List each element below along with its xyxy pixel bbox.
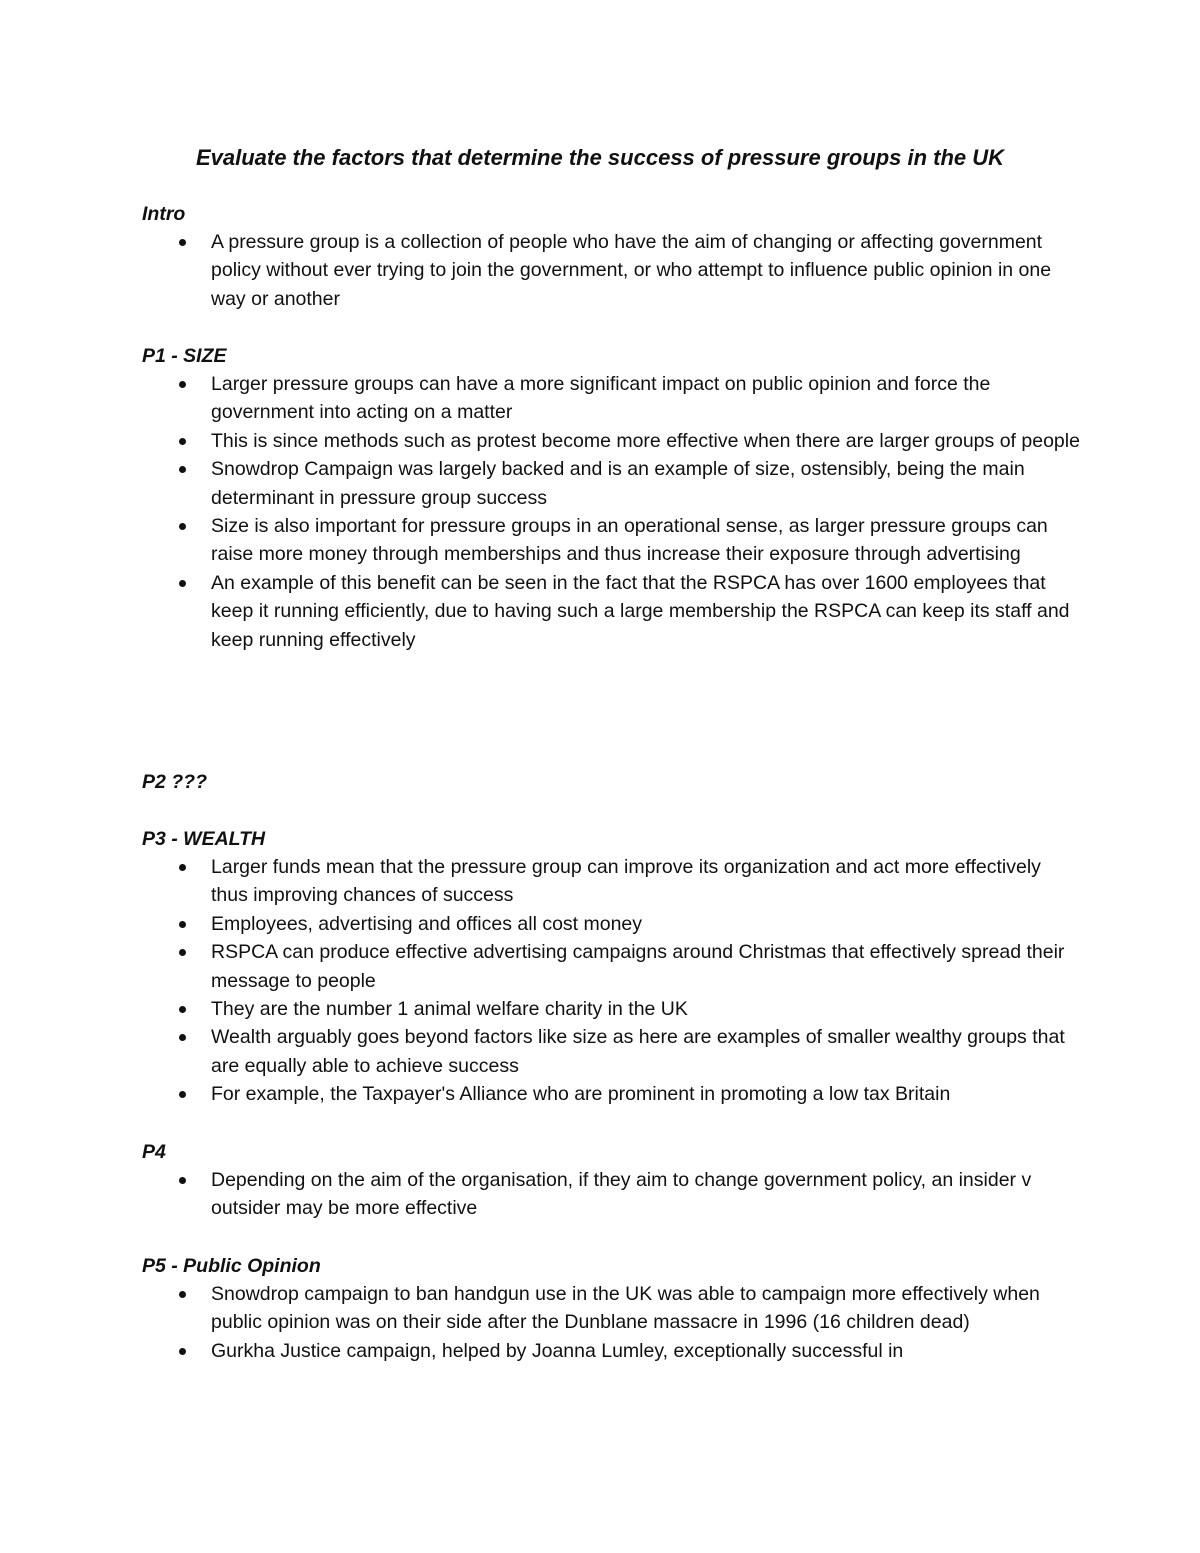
bullet-item <box>142 370 1082 427</box>
bullet-item <box>142 1280 1082 1337</box>
bullet-item <box>142 569 1082 654</box>
bullet-item <box>142 1166 1082 1223</box>
bullet-text: This is since methods such as protest become more effective when there are larger groups of people <box>211 429 1080 452</box>
bullet-icon <box>179 1091 186 1098</box>
bullet-text: Size is also important for pressure groups in an operational sense, as larger pressure groups can raise more money through memberships and thus increase their exposure through advertising <box>211 515 1048 566</box>
section-p3-wealth <box>142 825 1082 1109</box>
bullet-item <box>142 995 1082 1023</box>
section-p1-size <box>142 342 1082 654</box>
bullet-item <box>142 1023 1082 1080</box>
bullet-text: Depending on the aim of the organisation, if they aim to change government policy, an insider v outsider may be more effective <box>211 1169 1032 1220</box>
bullet-item <box>142 1080 1082 1108</box>
bullet-text: Larger pressure groups can have a more significant impact on public opinion and force the government into acting on a matter <box>211 373 991 424</box>
bullet-item <box>142 910 1082 938</box>
bullet-text: Snowdrop Campaign was largely backed and is an example of size, ostensibly, being the main determinant in pressure group success <box>211 458 1025 509</box>
section-p2 <box>142 768 1082 796</box>
bullet-list <box>142 1280 1082 1365</box>
bullet-text: A pressure group is a collection of people who have the aim of changing or affecting government policy without ever trying to join the government, or who attempt to influence public opinion in one way or another <box>211 231 1052 310</box>
bullet-icon <box>179 1177 186 1184</box>
bullet-item <box>142 512 1082 569</box>
bullet-text: An example of this benefit can be seen in the fact that the RSPCA has over 1600 employees that keep it running efficiently, due to having such a large membership the RSPCA can keep its staff and keep running effectively <box>211 571 1070 651</box>
bullet-icon <box>179 523 186 530</box>
document-title: Evaluate the factors that determine the success of pressure groups in the UK <box>195 145 1005 170</box>
bullet-list <box>142 370 1082 654</box>
bullet-icon <box>179 466 186 473</box>
bullet-list <box>142 228 1082 313</box>
bullet-icon <box>179 1034 186 1041</box>
bullet-item <box>142 1337 1082 1365</box>
section-p4 <box>142 1138 1082 1223</box>
bullet-icon <box>179 1006 186 1013</box>
bullet-text: RSPCA can produce effective advertising campaigns around Christmas that effectively spread their message to people <box>211 941 1065 992</box>
bullet-list <box>142 1166 1082 1223</box>
section-heading: P2 ??? <box>142 771 208 793</box>
bullet-item <box>142 427 1082 455</box>
bullet-icon <box>179 381 186 388</box>
section-heading: P1 - SIZE <box>142 345 227 367</box>
bullet-text: Gurkha Justice campaign, helped by Joanna Lumley, exceptionally successful in <box>211 1339 904 1362</box>
section-heading: P4 <box>142 1141 166 1163</box>
bullet-text: Larger funds mean that the pressure group can improve its organization and act more effectively thus improving chances of success <box>211 856 1041 907</box>
section-heading: Intro <box>142 203 186 225</box>
bullet-text: Snowdrop campaign to ban handgun use in the UK was able to campaign more effectively when public opinion was on their side after the Dunblane massacre in 1996 (16 children dead) <box>211 1283 1040 1334</box>
bullet-icon <box>179 438 186 445</box>
bullet-icon <box>179 864 186 871</box>
bullet-icon <box>179 580 186 587</box>
bullet-icon <box>179 239 186 246</box>
bullet-text: Employees, advertising and offices all cost money <box>211 912 643 935</box>
bullet-text: Wealth arguably goes beyond factors like size as here are examples of smaller wealthy groups that are equally able to achieve success <box>211 1026 1065 1077</box>
bullet-text: For example, the Taxpayer's Alliance who are prominent in promoting a low tax Britain <box>211 1083 951 1106</box>
bullet-item <box>142 455 1082 512</box>
bullet-icon <box>179 1291 186 1298</box>
bullet-icon <box>179 1348 186 1355</box>
section-p5-public-opinion <box>142 1252 1082 1365</box>
bullet-icon <box>179 949 186 956</box>
bullet-item <box>142 228 1082 313</box>
section-heading: P5 - Public Opinion <box>142 1255 321 1277</box>
bullet-icon <box>179 921 186 928</box>
bullet-text: They are the number 1 animal welfare charity in the UK <box>211 998 688 1021</box>
section-intro <box>142 200 1082 313</box>
bullet-list <box>142 853 1082 1109</box>
bullet-item <box>142 853 1082 910</box>
bullet-item <box>142 938 1082 995</box>
section-heading: P3 - WEALTH <box>142 828 266 850</box>
